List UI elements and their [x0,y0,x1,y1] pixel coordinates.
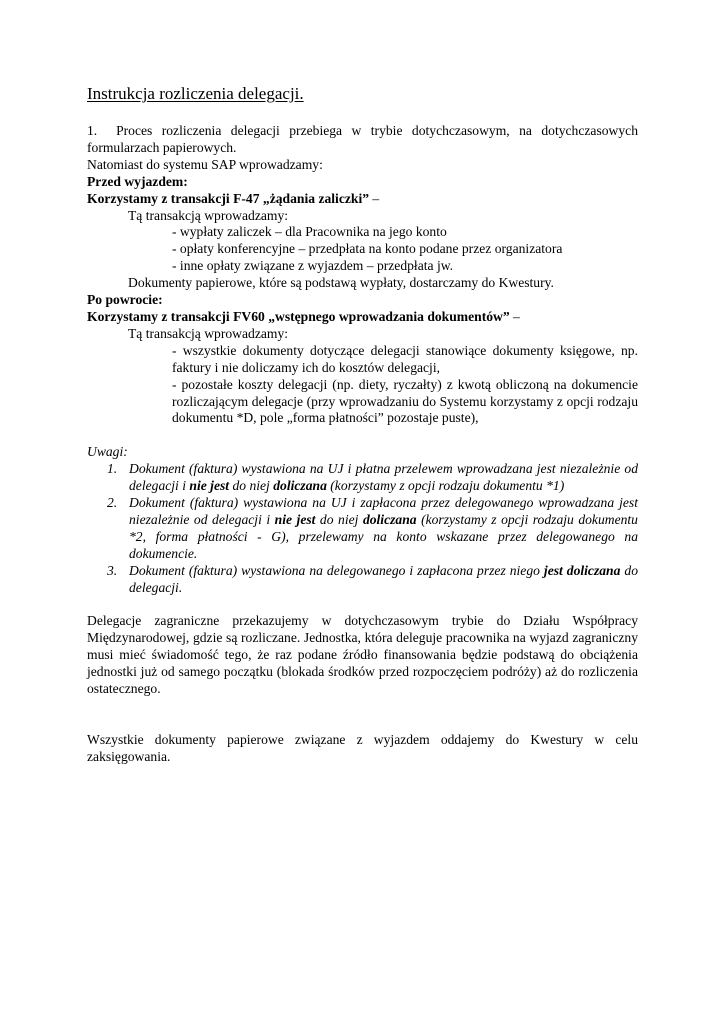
sap-intro: Natomiast do systemu SAP wprowadzamy: [87,156,323,172]
remark-item: 3. Dokument (faktura) wystawiona na delegowanego i zapłacona przez niego jest doliczana do delegacji. [107,562,638,595]
point-1-number: 1. [87,123,98,138]
before-item: - wypłaty zaliczek – dla Pracownika na jego konto [172,224,447,240]
remark-item: 2. Dokument (faktura) wystawiona na UJ i zapłacona przez delegowanego wprowadzana jest niezależnie od delegacji i nie jest do niej doliczana (korzystamy z opcji rodzaju dokumentu *2, forma płatności - G), przelewamy na konto wskazane przez delegowanego na dokumencie. [107,495,638,561]
remark-emphasis: doliczana [273,478,327,494]
remark-item: 1. Dokument (faktura) wystawiona na UJ i płatna przelewem wprowadzana jest niezależnie od delegacji i nie jest do niej doliczana (korzystamy z opcji rodzaju dokumentu *1) [107,461,638,494]
point-1 [87,123,638,157]
after-trip-intro: Tą transakcją wprowadzamy: [128,325,289,341]
document-body [87,123,638,766]
remark-number: 2. [107,495,118,511]
after-item: - pozostałe koszty delegacji (np. diety, ryczałty) z kwotą obliczoną na dokumencie rozliczającym delegacje (przy wprowadzaniu do Systemu korzystamy z opcji rodzaju dokumentu *D, pole „forma płatności” pozostaje puste), [172,376,638,426]
before-transaction-name: Korzystamy z transakcji F-47 „żądania zaliczki” [87,190,370,206]
before-item: - inne opłaty związane z wyjazdem – przedpłata jw. [172,258,454,274]
remark-number: 1. [107,461,118,477]
before-item: - opłaty konferencyjne – przedpłata na konto podane przez organizatora [172,241,563,257]
remark-emphasis: nie jest [189,478,230,494]
after-transaction-dash: – [509,308,520,324]
before-paper-docs: Dokumenty papierowe, które są podstawą wypłaty, dostarczamy do Kwestury. [128,275,554,291]
after-item: - wszystkie dokumenty dotyczące delegacji stanowiące dokumenty księgowe, np. faktury i nie doliczamy ich do kosztów delegacji, [172,342,638,375]
closing-paragraph: Wszystkie dokumenty papierowe związane z wyjazdem oddajemy do Kwestury w celu zaksięgowania. [87,732,638,764]
remark-emphasis: doliczana [362,511,417,527]
remark-number: 3. [107,562,118,578]
before-trip-intro: Tą transakcją wprowadzamy: [128,207,289,223]
document-title: Instrukcja rozliczenia delegacji. [87,84,304,103]
remarks-heading: Uwagi: [87,444,128,460]
remark-emphasis: nie jest [274,511,316,527]
remark-emphasis: jest doliczana [543,562,621,578]
point-1-text: Proces rozliczenia delegacji przebiega w trybie dotychczasowym, na dotychczasowych formularzach papierowych. [87,123,638,155]
after-transaction-name: Korzystamy z transakcji FV60 „wstępnego wprowadzania dokumentów” [87,308,510,324]
after-trip-transaction [87,309,638,326]
remarks-list [87,461,638,596]
before-trip-heading: Przed wyjazdem: [87,173,188,189]
foreign-trips-paragraph: Delegacje zagraniczne przekazujemy w dotychczasowym trybie do Działu Współpracy Międzynarodowej, gdzie są rozliczane. Jednostka, która deleguje pracownika na wyjazd zagraniczny musi mieć świadomość tego, że raz podane źródło finansowania będzie podstawą do obciążenia jednostki już od samego początku (blokada środków przed rozpoczęciem podróży) aż do rozliczenia ostatecznego. [87,613,638,697]
after-trip-heading: Po powrocie: [87,292,163,308]
before-trip-transaction [87,191,638,208]
before-transaction-dash: – [369,190,380,206]
